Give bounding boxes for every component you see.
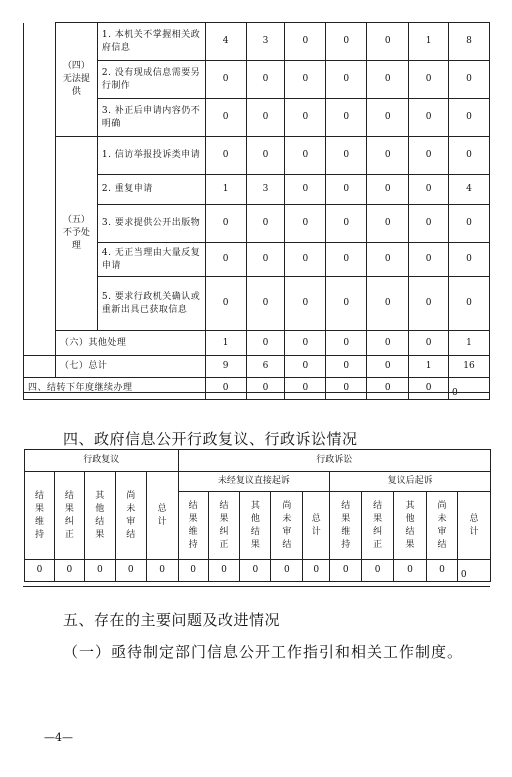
value-cell: 0 bbox=[178, 560, 208, 582]
value-cell: 0 bbox=[285, 378, 326, 400]
value-cell: 0 bbox=[367, 331, 409, 356]
direct-col-0: 结 果 维 持 bbox=[178, 492, 208, 560]
row-label: 5. 要求行政机关确认或重新出具已获取信息 bbox=[97, 277, 205, 331]
value-cell: 3 bbox=[246, 175, 285, 205]
value-cell: 0 bbox=[409, 331, 449, 356]
value-cell: 0 bbox=[54, 560, 84, 582]
value-cell: 4 bbox=[205, 23, 246, 61]
value-cell: 0 bbox=[326, 277, 367, 331]
application-handling-table bbox=[23, 22, 490, 400]
value-cell: 0 bbox=[362, 560, 394, 582]
section-4-title: 四、政府信息公开行政复议、行政诉讼情况 bbox=[63, 430, 358, 448]
group-4-label: （四） 无法提 供 bbox=[55, 23, 97, 137]
value-cell: 4 bbox=[449, 175, 490, 205]
section-5-title: 五、存在的主要问题及改进情况 bbox=[63, 611, 281, 629]
carry-label: 四、结转下年度继续办理 bbox=[24, 378, 206, 400]
value-cell: 9 bbox=[205, 356, 246, 378]
value-cell: 0 bbox=[246, 243, 285, 277]
value-cell: 0 bbox=[394, 560, 427, 582]
row-label: 1. 信访举报投诉类申请 bbox=[97, 137, 205, 175]
value-cell: 0 bbox=[285, 356, 326, 378]
value-cell: 0 bbox=[205, 99, 246, 137]
value-cell: 0 bbox=[285, 61, 326, 99]
value-cell: 0 bbox=[367, 356, 409, 378]
value-cell: 0 bbox=[205, 137, 246, 175]
value-cell: 0 bbox=[449, 205, 490, 243]
value-cell: 3 bbox=[246, 23, 285, 61]
value-cell: 0 bbox=[205, 243, 246, 277]
value-cell: 0 bbox=[449, 243, 490, 277]
value-cell: 16 bbox=[449, 356, 490, 378]
value-cell: 0 bbox=[205, 205, 246, 243]
value-cell: 0 bbox=[409, 175, 449, 205]
value-cell: 0 bbox=[409, 61, 449, 99]
value-cell: 0 bbox=[246, 277, 285, 331]
value-cell: 0 bbox=[326, 175, 367, 205]
section-5-item-1: （一）亟待制定部门信息公开工作指引和相关工作制度。 bbox=[63, 643, 464, 661]
value-cell: 0 bbox=[25, 560, 55, 582]
value-cell: 0 bbox=[409, 277, 449, 331]
value-cell: 0 bbox=[146, 560, 178, 582]
value-cell: 0 bbox=[330, 560, 362, 582]
value-cell: 6 bbox=[246, 356, 285, 378]
value-cell: 0 bbox=[367, 378, 409, 400]
after-header: 复议后起诉 bbox=[330, 472, 491, 492]
value-cell: 0 bbox=[367, 205, 409, 243]
litigation-header: 行政诉讼 bbox=[178, 450, 490, 472]
table2-bottom-rule bbox=[23, 586, 490, 587]
value-cell: 0 bbox=[285, 99, 326, 137]
value-cell: 0 bbox=[367, 137, 409, 175]
row-label: 1. 本机关不掌握相关政府信息 bbox=[97, 23, 205, 61]
review-col-1: 结 果 纠 正 bbox=[54, 472, 84, 560]
value-cell: 0 bbox=[285, 331, 326, 356]
value-cell: 0 bbox=[326, 243, 367, 277]
value-cell: 0 bbox=[246, 99, 285, 137]
row-label: 4. 无正当理由大量反复申请 bbox=[97, 243, 205, 277]
table-bottom-rule bbox=[23, 392, 490, 393]
value-cell: 0 bbox=[409, 137, 449, 175]
value-cell: 8 bbox=[449, 23, 490, 61]
value-cell: 0 bbox=[326, 61, 367, 99]
value-cell: 0 bbox=[427, 560, 458, 582]
value-cell: 0 bbox=[409, 378, 449, 400]
value-cell: 0 bbox=[449, 61, 490, 99]
value-cell: 0 bbox=[326, 99, 367, 137]
empty-cell bbox=[24, 331, 56, 356]
value-cell: 0 bbox=[285, 23, 326, 61]
value-cell: 0 bbox=[246, 205, 285, 243]
value-cell: 0 bbox=[367, 61, 409, 99]
value-cell: 0 bbox=[205, 277, 246, 331]
value-cell: 0 bbox=[208, 560, 240, 582]
value-cell: 0 bbox=[326, 331, 367, 356]
value-cell: 0 bbox=[205, 378, 246, 400]
value-cell: 0 bbox=[326, 137, 367, 175]
value-cell: 0 bbox=[367, 277, 409, 331]
value-cell: 0 bbox=[326, 356, 367, 378]
value-cell: 0 bbox=[367, 175, 409, 205]
value-cell: 0 bbox=[285, 205, 326, 243]
value-cell: 1 bbox=[409, 23, 449, 61]
review-col-3: 尚 未 审 结 bbox=[115, 472, 146, 560]
other-label: （六）其他处理 bbox=[55, 331, 205, 356]
value-cell: 1 bbox=[409, 356, 449, 378]
value-cell: 0 bbox=[409, 99, 449, 137]
value-cell: 0 bbox=[285, 243, 326, 277]
total-label: （七）总计 bbox=[55, 356, 205, 378]
direct-header: 未经复议直接起诉 bbox=[178, 472, 330, 492]
page-number: —4— bbox=[44, 731, 73, 744]
direct-col-3: 尚 未 审 结 bbox=[271, 492, 303, 560]
value-cell: 1 bbox=[449, 331, 490, 356]
value-cell: 0 bbox=[303, 560, 330, 582]
value-cell: 0 bbox=[84, 560, 115, 582]
value-cell: 1 bbox=[205, 175, 246, 205]
value-cell: 0 bbox=[409, 243, 449, 277]
row-label: 3. 要求提供公开出版物 bbox=[97, 205, 205, 243]
value-cell: 0 bbox=[115, 560, 146, 582]
value-cell: 0 bbox=[449, 99, 490, 137]
value-cell: 0 bbox=[246, 378, 285, 400]
empty-cell bbox=[24, 356, 56, 378]
review-col-2: 其 他 结 果 bbox=[84, 472, 115, 560]
value-cell: 0 bbox=[457, 560, 490, 582]
row-label: 2. 没有现成信息需要另行制作 bbox=[97, 61, 205, 99]
after-col-1: 结 果 纠 正 bbox=[362, 492, 394, 560]
value-cell: 0 bbox=[449, 277, 490, 331]
row-label: 2. 重复申请 bbox=[97, 175, 205, 205]
value-cell: 0 bbox=[326, 378, 367, 400]
direct-col-1: 结 果 纠 正 bbox=[208, 492, 240, 560]
review-litigation-table bbox=[24, 449, 491, 582]
empty-cell bbox=[24, 23, 56, 137]
value-cell: 0 bbox=[449, 137, 490, 175]
after-col-2: 其 他 结 果 bbox=[394, 492, 427, 560]
review-col-0: 结 果 维 持 bbox=[25, 472, 55, 560]
value-cell: 0 bbox=[449, 378, 490, 400]
value-cell: 0 bbox=[367, 243, 409, 277]
value-cell: 0 bbox=[285, 277, 326, 331]
after-col-0: 结 果 维 持 bbox=[330, 492, 362, 560]
empty-cell bbox=[24, 137, 56, 331]
value-cell: 0 bbox=[246, 331, 285, 356]
value-cell: 0 bbox=[271, 560, 303, 582]
value-cell: 0 bbox=[285, 137, 326, 175]
value-cell: 0 bbox=[326, 23, 367, 61]
value-cell: 1 bbox=[205, 331, 246, 356]
row-label: 3. 补正后申请内容仍不明确 bbox=[97, 99, 205, 137]
review-col-4: 总 计 bbox=[146, 472, 178, 560]
value-cell: 0 bbox=[205, 61, 246, 99]
value-cell: 0 bbox=[285, 175, 326, 205]
value-cell: 0 bbox=[367, 99, 409, 137]
value-cell: 0 bbox=[367, 23, 409, 61]
direct-col-2: 其 他 结 果 bbox=[240, 492, 271, 560]
value-cell: 0 bbox=[246, 137, 285, 175]
direct-col-4: 总 计 bbox=[303, 492, 330, 560]
review-header: 行政复议 bbox=[25, 450, 179, 472]
value-cell: 0 bbox=[240, 560, 271, 582]
group-5-label: （五） 不予处 理 bbox=[55, 137, 97, 331]
value-cell: 0 bbox=[409, 205, 449, 243]
after-col-4: 总 计 bbox=[457, 492, 490, 560]
value-cell: 0 bbox=[246, 61, 285, 99]
after-col-3: 尚 未 审 结 bbox=[427, 492, 458, 560]
value-cell: 0 bbox=[326, 205, 367, 243]
